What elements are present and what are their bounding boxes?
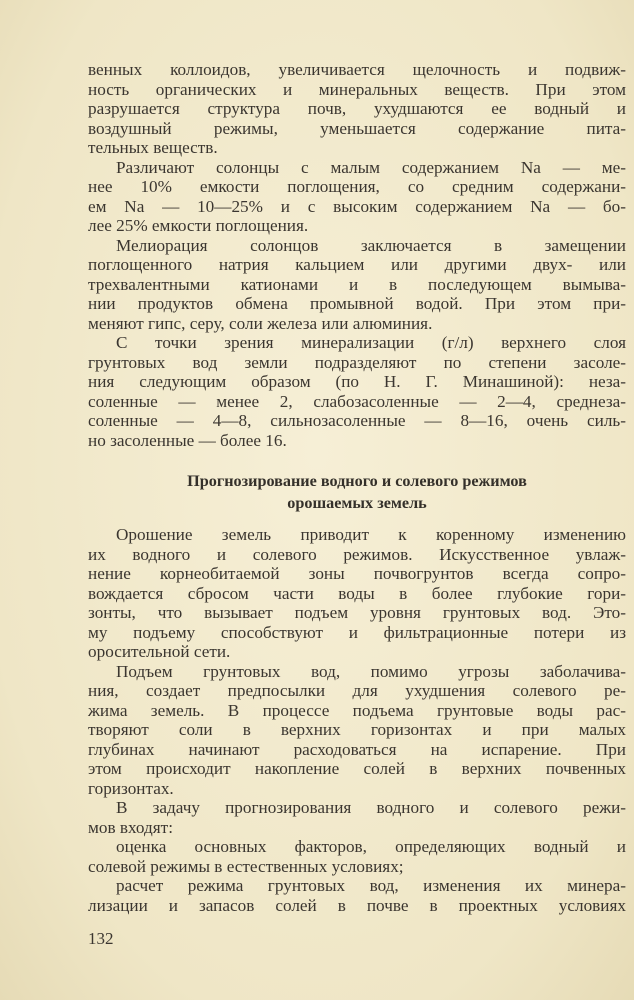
text-line: ния следующим образом (по Н. Г. Минашиной): неза- bbox=[88, 372, 626, 391]
text-line: жима земель. В процессе подъема грунтовые воды рас- bbox=[88, 700, 626, 720]
text-line: Различают солонцы с малым содержанием Na — ме- bbox=[116, 157, 626, 177]
text-line: Подъем грунтовых вод, помимо угрозы заболачива- bbox=[116, 661, 626, 681]
text-line: творяют соли в верхних горизонтах и при малых bbox=[88, 720, 626, 739]
text-line: горизонтах. bbox=[88, 778, 174, 798]
text-line: ния, создает предпосылки для ухудшения солевого ре- bbox=[88, 681, 626, 700]
text-line: воздушный режимы, уменьшается содержание пита- bbox=[88, 118, 626, 138]
text-line: мов входят: bbox=[88, 817, 173, 837]
text-line: но засоленные — более 16. bbox=[88, 430, 287, 450]
text-line: нее 10% емкости поглощения, со средним содержани- bbox=[88, 177, 626, 196]
paragraph bbox=[88, 236, 626, 334]
paragraph bbox=[88, 60, 626, 158]
text-block-top bbox=[88, 60, 626, 450]
paragraph bbox=[88, 798, 626, 837]
section-heading bbox=[88, 470, 626, 514]
paragraph bbox=[88, 158, 626, 236]
text-line: В задачу прогнозирования водного и солевого режи- bbox=[116, 798, 626, 817]
text-line: нии продуктов обмена промывной водой. При этом при- bbox=[88, 294, 626, 313]
text-line: трехвалентными катионами и в последующем вымыва- bbox=[88, 274, 626, 294]
page-number: 132 bbox=[88, 929, 114, 948]
text-block-bottom bbox=[88, 525, 626, 915]
text-line: соленные — менее 2, слабозасоленные — 2—4, среднеза- bbox=[88, 391, 626, 411]
text-line: глубинах начинают расходоваться на испарение. При bbox=[88, 739, 626, 759]
text-line: зонты, что вызывает подъем уровня грунтовых вод. Это- bbox=[88, 603, 626, 622]
text-line: оценка основных факторов, определяющих водный и bbox=[116, 837, 626, 856]
text-line: Мелиорация солонцов заключается в замещении bbox=[116, 235, 626, 255]
text-line: меняют гипс, серу, соли железа или алюминия. bbox=[88, 313, 433, 333]
paragraph bbox=[88, 876, 626, 915]
text-line: лее 25% емкости поглощения. bbox=[88, 216, 309, 235]
paragraph bbox=[88, 333, 626, 450]
text-line: разрушается структура почв, ухудшаются ее водный и bbox=[88, 99, 626, 118]
text-line: оросительной сети. bbox=[88, 642, 231, 661]
text-line: поглощенного натрия кальцием или другими двух- или bbox=[88, 255, 626, 274]
text-line: Орошение земель приводит к коренному изменению bbox=[116, 525, 626, 544]
text-line: ем Na — 10—25% и с высоким содержанием Na — бо- bbox=[88, 196, 626, 216]
text-line: нение корнеобитаемой зоны почвогрунтов всегда сопро- bbox=[88, 564, 626, 583]
heading-line-1: Прогнозирование водного и солевого режимов bbox=[187, 472, 527, 490]
text-line: расчет режима грунтовых вод, изменения их минера- bbox=[116, 876, 626, 895]
text-line: С точки зрения минерализации (г/л) верхнего слоя bbox=[116, 333, 626, 352]
text-line: тельных веществ. bbox=[88, 138, 218, 157]
text-line: этом происходит накопление солей в верхних почвенных bbox=[88, 759, 626, 778]
text-line: соленные — 4—8, сильнозасоленные — 8—16, очень силь- bbox=[88, 411, 626, 430]
heading-line-2: орошаемых земель bbox=[287, 494, 427, 512]
text-line: грунтовых вод земли подразделяют по степени засоле- bbox=[88, 352, 626, 372]
paragraph bbox=[88, 662, 626, 799]
text-line: лизации и запасов солей в почве в проектных условиях bbox=[88, 895, 626, 915]
text-line: вождается сбросом части воды в более глубокие гори- bbox=[88, 583, 626, 603]
paragraph bbox=[88, 525, 626, 662]
text-line: ность органических и минеральных веществ. При этом bbox=[88, 79, 626, 99]
text-line: му подъему способствуют и фильтрационные потери из bbox=[88, 622, 626, 642]
text-line: солевой режимы в естественных условиях; bbox=[88, 856, 404, 876]
text-line: их водного и солевого режимов. Искусственное увлаж- bbox=[88, 544, 626, 564]
paragraph bbox=[88, 837, 626, 876]
text-line: венных коллоидов, увеличивается щелочность и подвиж- bbox=[88, 60, 626, 79]
